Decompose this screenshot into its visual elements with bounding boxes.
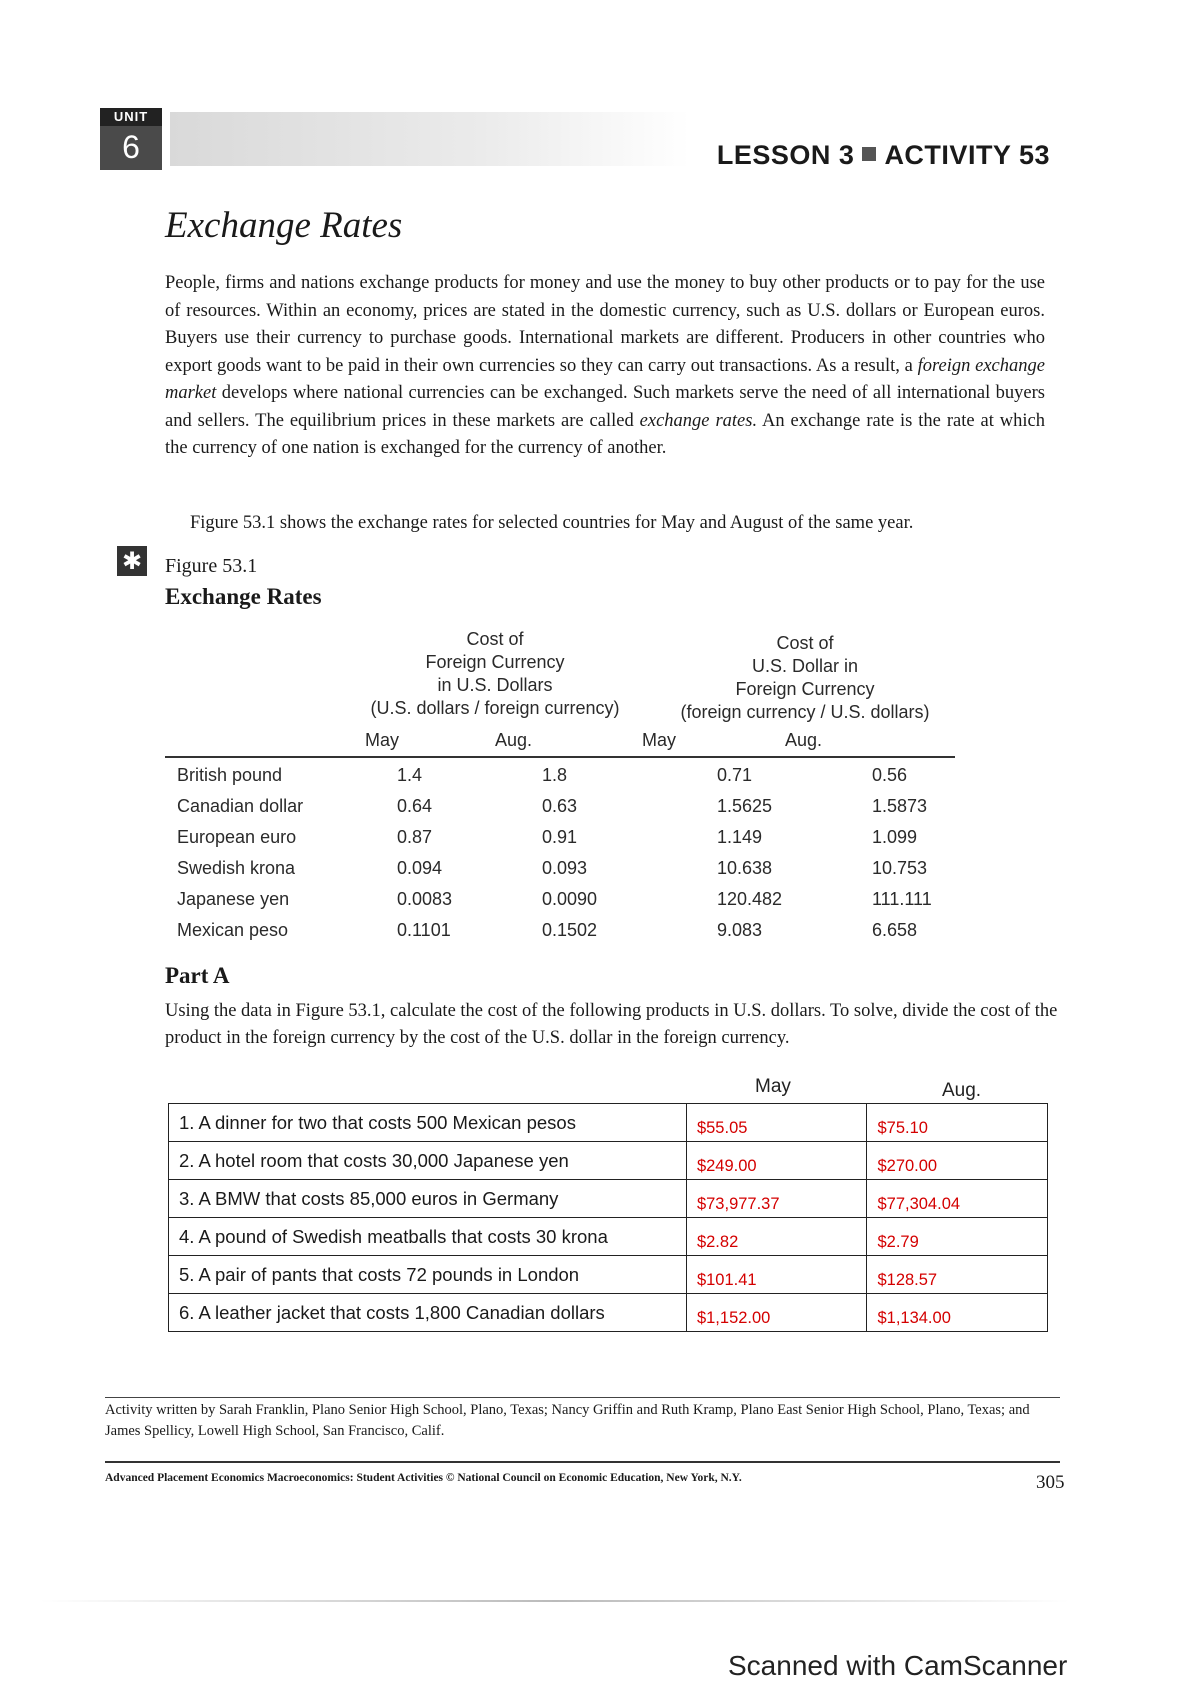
table-row (177, 796, 957, 827)
table-row (177, 920, 957, 951)
table-row (169, 1180, 1048, 1218)
table-rule (165, 756, 955, 758)
separator-square-icon (862, 147, 876, 161)
answer-may: $55.05 (686, 1104, 867, 1142)
fc-aug: 0.56 (872, 765, 908, 785)
table-row (169, 1294, 1048, 1332)
subheader-may-usd: May (365, 730, 400, 750)
usd-aug: 0.0090 (542, 889, 598, 909)
answer-aug: $75.10 (867, 1104, 1048, 1142)
part-a-title: Part A (165, 963, 230, 988)
answer-aug: $77,304.04 (867, 1180, 1048, 1218)
col-group-1-line: Cost of (466, 629, 524, 649)
currency-name: European euro (177, 827, 297, 847)
intro-part-2: develops where national currencies can be exchanged. Such markets serve the need of all international buyers and sellers. The equilibrium prices in these markets are called (165, 383, 1045, 431)
fc-aug: 6.658 (872, 920, 918, 940)
question-text: 1. A dinner for two that costs 500 Mexican pesos (169, 1104, 687, 1142)
table-row (177, 858, 957, 889)
figure-title: Exchange Rates (165, 584, 322, 609)
page-title: Exchange Rates (165, 205, 403, 246)
fc-may: 1.149 (717, 827, 763, 847)
usd-may: 0.0083 (397, 889, 453, 909)
table-row (177, 889, 957, 920)
subheader-aug-fc: Aug. (785, 730, 823, 750)
fc-may: 10.638 (717, 858, 773, 878)
answer-aug: $128.57 (867, 1256, 1048, 1294)
fc-aug: 111.111 (872, 889, 932, 909)
col-group-1-line: (U.S. dollars / foreign currency) (370, 698, 620, 718)
answer-aug: $2.79 (867, 1218, 1048, 1256)
fc-may: 9.083 (717, 920, 763, 940)
answer-may: $101.41 (686, 1256, 867, 1294)
usd-aug: 0.63 (542, 796, 578, 816)
figure-asterisk-icon: ✱ (117, 546, 147, 576)
answer-aug: $270.00 (867, 1142, 1048, 1180)
footer-rule (105, 1397, 1060, 1398)
fc-aug: 1.099 (872, 827, 918, 847)
fc-aug: 10.753 (872, 858, 928, 878)
col-group-1-line: Foreign Currency (425, 652, 565, 672)
currency-name: Swedish krona (177, 858, 296, 878)
col-group-2-line: U.S. Dollar in (751, 656, 859, 676)
currency-name: Mexican peso (177, 920, 289, 940)
intro-paragraph (165, 270, 1045, 463)
fc-may: 0.71 (717, 765, 753, 785)
unit-number: 6 (122, 129, 140, 165)
table-row (169, 1142, 1048, 1180)
usd-aug: 1.8 (542, 765, 568, 785)
footer-rule (105, 1461, 1060, 1463)
col-group-2-line: Foreign Currency (735, 679, 875, 699)
part-a-instructions: Using the data in Figure 53.1, calculate the cost of the following products in U.S. dollars. To solve, divide the cost of the product in the foreign currency by the cost of the U.S. dollar in the foreign currency. (165, 1001, 1058, 1048)
col-group-2-line: (foreign currency / U.S. dollars) (680, 702, 930, 722)
activity-label: ACTIVITY 53 (884, 140, 1050, 170)
intro-part-1: People, firms and nations exchange products for money and use the money to buy other products or to pay for the use of resources. Within an economy, prices are stated in the domestic currency, such as U.S. dollars or European euros. Buyers use their currency to purchase goods. International markets are different. Producers in other countries who export goods want to be paid in their own currencies so they can carry out transactions. As a result, a (165, 273, 1045, 376)
scanner-watermark: Scanned with CamScanner (728, 1650, 1068, 1681)
figure-note: Figure 53.1 shows the exchange rates for selected countries for May and August of the same year. (190, 513, 914, 533)
col-group-2-line: Cost of (776, 633, 834, 653)
table-row (169, 1218, 1048, 1256)
currency-name: Canadian dollar (177, 796, 304, 816)
figure-label: Figure 53.1 (165, 555, 258, 577)
table-row (169, 1104, 1048, 1142)
usd-may: 0.094 (397, 858, 443, 878)
answer-aug: $1,134.00 (867, 1294, 1048, 1332)
scan-edge-shadow (40, 1600, 1070, 1602)
subheader-aug-usd: Aug. (495, 730, 533, 750)
fc-may: 120.482 (717, 889, 783, 909)
table-row (177, 765, 957, 796)
usd-aug: 0.093 (542, 858, 588, 878)
answer-may: $2.82 (686, 1218, 867, 1256)
term-foreign-exchange-market: foreign exchange market (165, 355, 1045, 403)
lesson-label: LESSON 3 (716, 140, 855, 170)
table-row (177, 827, 957, 858)
book-credit: Advanced Placement Economics Macroeconomics: Student Activities © National Council on Economic Education, New York, N.Y. (105, 1472, 742, 1484)
usd-may: 0.64 (397, 796, 433, 816)
question-text: 4. A pound of Swedish meatballs that costs 30 krona (169, 1218, 687, 1256)
answer-may: $73,977.37 (686, 1180, 867, 1218)
part-a-table (168, 1103, 1048, 1332)
term-exchange-rates: exchange rates. (639, 410, 758, 431)
question-text: 2. A hotel room that costs 30,000 Japanese yen (169, 1142, 687, 1180)
subheader-may-fc: May (642, 730, 677, 750)
usd-may: 0.87 (397, 827, 433, 847)
question-text: 5. A pair of pants that costs 72 pounds in London (169, 1256, 687, 1294)
col-group-foreign-per-usd (660, 632, 950, 724)
table-row (169, 1256, 1048, 1294)
unit-word: UNIT (100, 108, 162, 126)
col-group-1-line: in U.S. Dollars (437, 675, 553, 695)
answer-may: $249.00 (686, 1142, 867, 1180)
part-a-col-may: May (755, 1076, 791, 1097)
page-number: 305 (1036, 1472, 1065, 1493)
col-group-usd-per-foreign (340, 628, 650, 720)
header-band (170, 112, 690, 166)
usd-aug: 0.91 (542, 827, 578, 847)
intro-part-3: An exchange rate is the rate at which the currency of one nation is exchanged for the currency of another. (165, 410, 1045, 458)
fc-may: 1.5625 (717, 796, 773, 816)
currency-name: British pound (177, 765, 283, 785)
answer-may: $1,152.00 (686, 1294, 867, 1332)
unit-badge (100, 108, 162, 170)
usd-aug: 0.1502 (542, 920, 598, 940)
currency-name: Japanese yen (177, 889, 290, 909)
lesson-activity-header (690, 140, 1050, 171)
activity-credits: Activity written by Sarah Franklin, Plano Senior High School, Plano, Texas; Nancy Griffin and Ruth Kramp, Plano East Senior High School, Plano, Texas; and James Spellicy, Lowell High School, San Francisco, Calif. (105, 1402, 1030, 1439)
part-a-col-aug: Aug. (942, 1080, 982, 1101)
fc-aug: 1.5873 (872, 796, 928, 816)
usd-may: 1.4 (397, 765, 423, 785)
question-text: 3. A BMW that costs 85,000 euros in Germany (169, 1180, 687, 1218)
question-text: 6. A leather jacket that costs 1,800 Canadian dollars (169, 1294, 687, 1332)
usd-may: 0.1101 (397, 920, 451, 940)
